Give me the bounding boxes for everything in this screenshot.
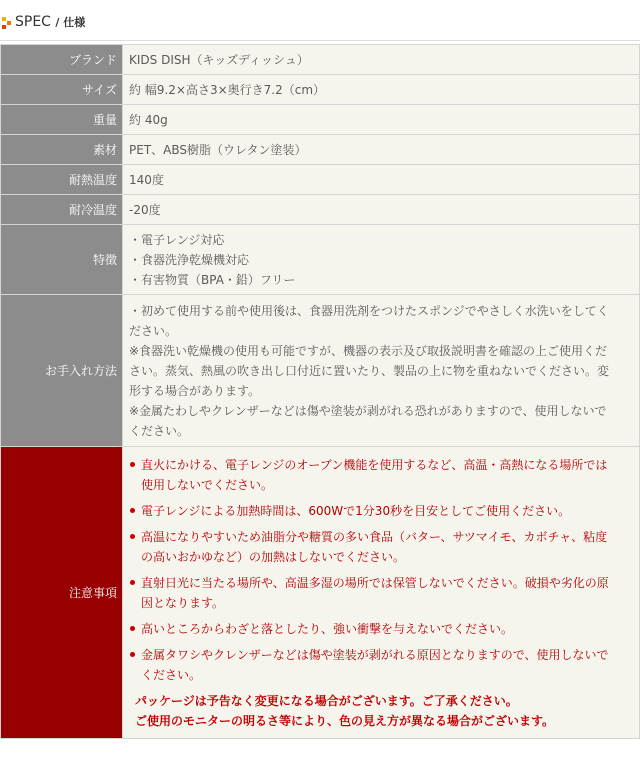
features-list <box>123 225 640 295</box>
spec-label: 重量 <box>1 105 123 135</box>
note-line: 直射日光に当たる場所や、高温多湿の場所では保管しないでください。破損や劣化の原 <box>141 575 609 590</box>
care-line: ・初めて使用する前や使用後は、食器用洗剤をつけたスポンジでやさしく水洗いをしてく <box>129 303 609 318</box>
care-line: ※食器洗い乾燥機の使用も可能ですが、機器の表示及び取扱説明書を確認の上ご使用くだ <box>129 343 608 358</box>
spec-label: お手入れ方法 <box>1 295 123 447</box>
note-item <box>129 501 633 521</box>
note-item <box>129 645 633 685</box>
notes-list <box>123 447 640 739</box>
spec-label: 耐熱温度 <box>1 165 123 195</box>
spec-label: 素材 <box>1 135 123 165</box>
spec-row-heat-resistance <box>1 165 640 195</box>
spec-label: 特徴 <box>1 225 123 295</box>
bullet-dot-icon <box>130 652 135 657</box>
feature-item: ・食器洗浄乾燥機対応 <box>129 252 250 267</box>
spec-row-brand <box>1 45 640 75</box>
spec-label: ブランド <box>1 45 123 75</box>
section-title <box>15 14 85 30</box>
note-item <box>129 455 633 495</box>
bullet-dot-icon <box>130 534 135 539</box>
care-line: 形する場合があります。 <box>129 383 261 398</box>
spec-value: 約 40g <box>123 105 640 135</box>
care-line: ください。 <box>129 423 190 438</box>
spec-row-size <box>1 75 640 105</box>
spec-label: サイズ <box>1 75 123 105</box>
spec-row-care <box>1 295 640 447</box>
note-line: ください。 <box>141 667 202 682</box>
care-text <box>123 295 640 447</box>
bullet-dot-icon <box>130 626 135 631</box>
bullet-dot-icon <box>130 462 135 467</box>
package-notice: パッケージは予告なく変更になる場合がございます。ご了承ください。 <box>135 693 518 708</box>
care-line: さい。蒸気、熱風の吹き出し口付近に置いたり、製品の上に物を重ねないでください。変 <box>129 363 610 378</box>
spec-value: -20度 <box>123 195 640 225</box>
note-item <box>129 619 633 639</box>
spec-row-notes <box>1 447 640 739</box>
section-title-main: SPEC <box>15 14 51 30</box>
note-line: 高温になりやすいため油脂分や糖質の多い食品（バター、サツマイモ、カボチャ、粘度 <box>141 529 608 544</box>
bullet-dot-icon <box>130 580 135 585</box>
section-title-sub: / 仕様 <box>55 16 86 29</box>
note-line: 電子レンジによる加熱時間は、600Wで1分30秒を目安としてご使用ください。 <box>141 503 571 518</box>
note-item <box>129 527 633 567</box>
care-line: ※金属たわしやクレンザーなどは傷や塗装が剥がれる恐れがありますので、使用しないで <box>129 403 607 418</box>
spec-table <box>0 44 640 739</box>
note-line: 使用しないでください。 <box>141 477 274 492</box>
spec-value: 約 幅9.2×高さ3×奥行き7.2（cm） <box>123 75 640 105</box>
spec-value: 140度 <box>123 165 640 195</box>
spec-value: KIDS DISH（キッズディッシュ） <box>123 45 640 75</box>
note-line: 金属タワシやクレンザーなどは傷や塗装が剥がれる原因となりますので、使用しないで <box>141 647 609 662</box>
care-line: ださい。 <box>129 323 178 338</box>
note-line: 高いところからわざと落としたり、強い衝撃を与えないでください。 <box>141 621 514 636</box>
spec-row-material <box>1 135 640 165</box>
spec-label: 耐冷温度 <box>1 195 123 225</box>
note-item <box>129 573 633 613</box>
bullet-dot-icon <box>130 508 135 513</box>
spec-label-notes: 注意事項 <box>1 447 123 739</box>
feature-item: ・電子レンジ対応 <box>129 232 225 247</box>
spec-row-cold-resistance <box>1 195 640 225</box>
spec-row-weight <box>1 105 640 135</box>
note-line: 因となります。 <box>141 595 225 610</box>
note-line: 直火にかける、電子レンジのオーブン機能を使用するなど、高温・高熱になる場所では <box>141 457 608 472</box>
square-bullet-icon <box>2 17 12 29</box>
section-header <box>0 0 640 44</box>
spec-value: PET、ABS樹脂（ウレタン塗装） <box>123 135 640 165</box>
color-notice: ご使用のモニターの明るさ等により、色の見え方が異なる場合がございます。 <box>135 713 555 728</box>
note-line: の高いおかゆなど）の加熱はしないでください。 <box>141 549 406 564</box>
header-divider <box>0 40 640 41</box>
spec-row-features <box>1 225 640 295</box>
feature-item: ・有害物質（BPA・鉛）フリー <box>129 272 296 287</box>
